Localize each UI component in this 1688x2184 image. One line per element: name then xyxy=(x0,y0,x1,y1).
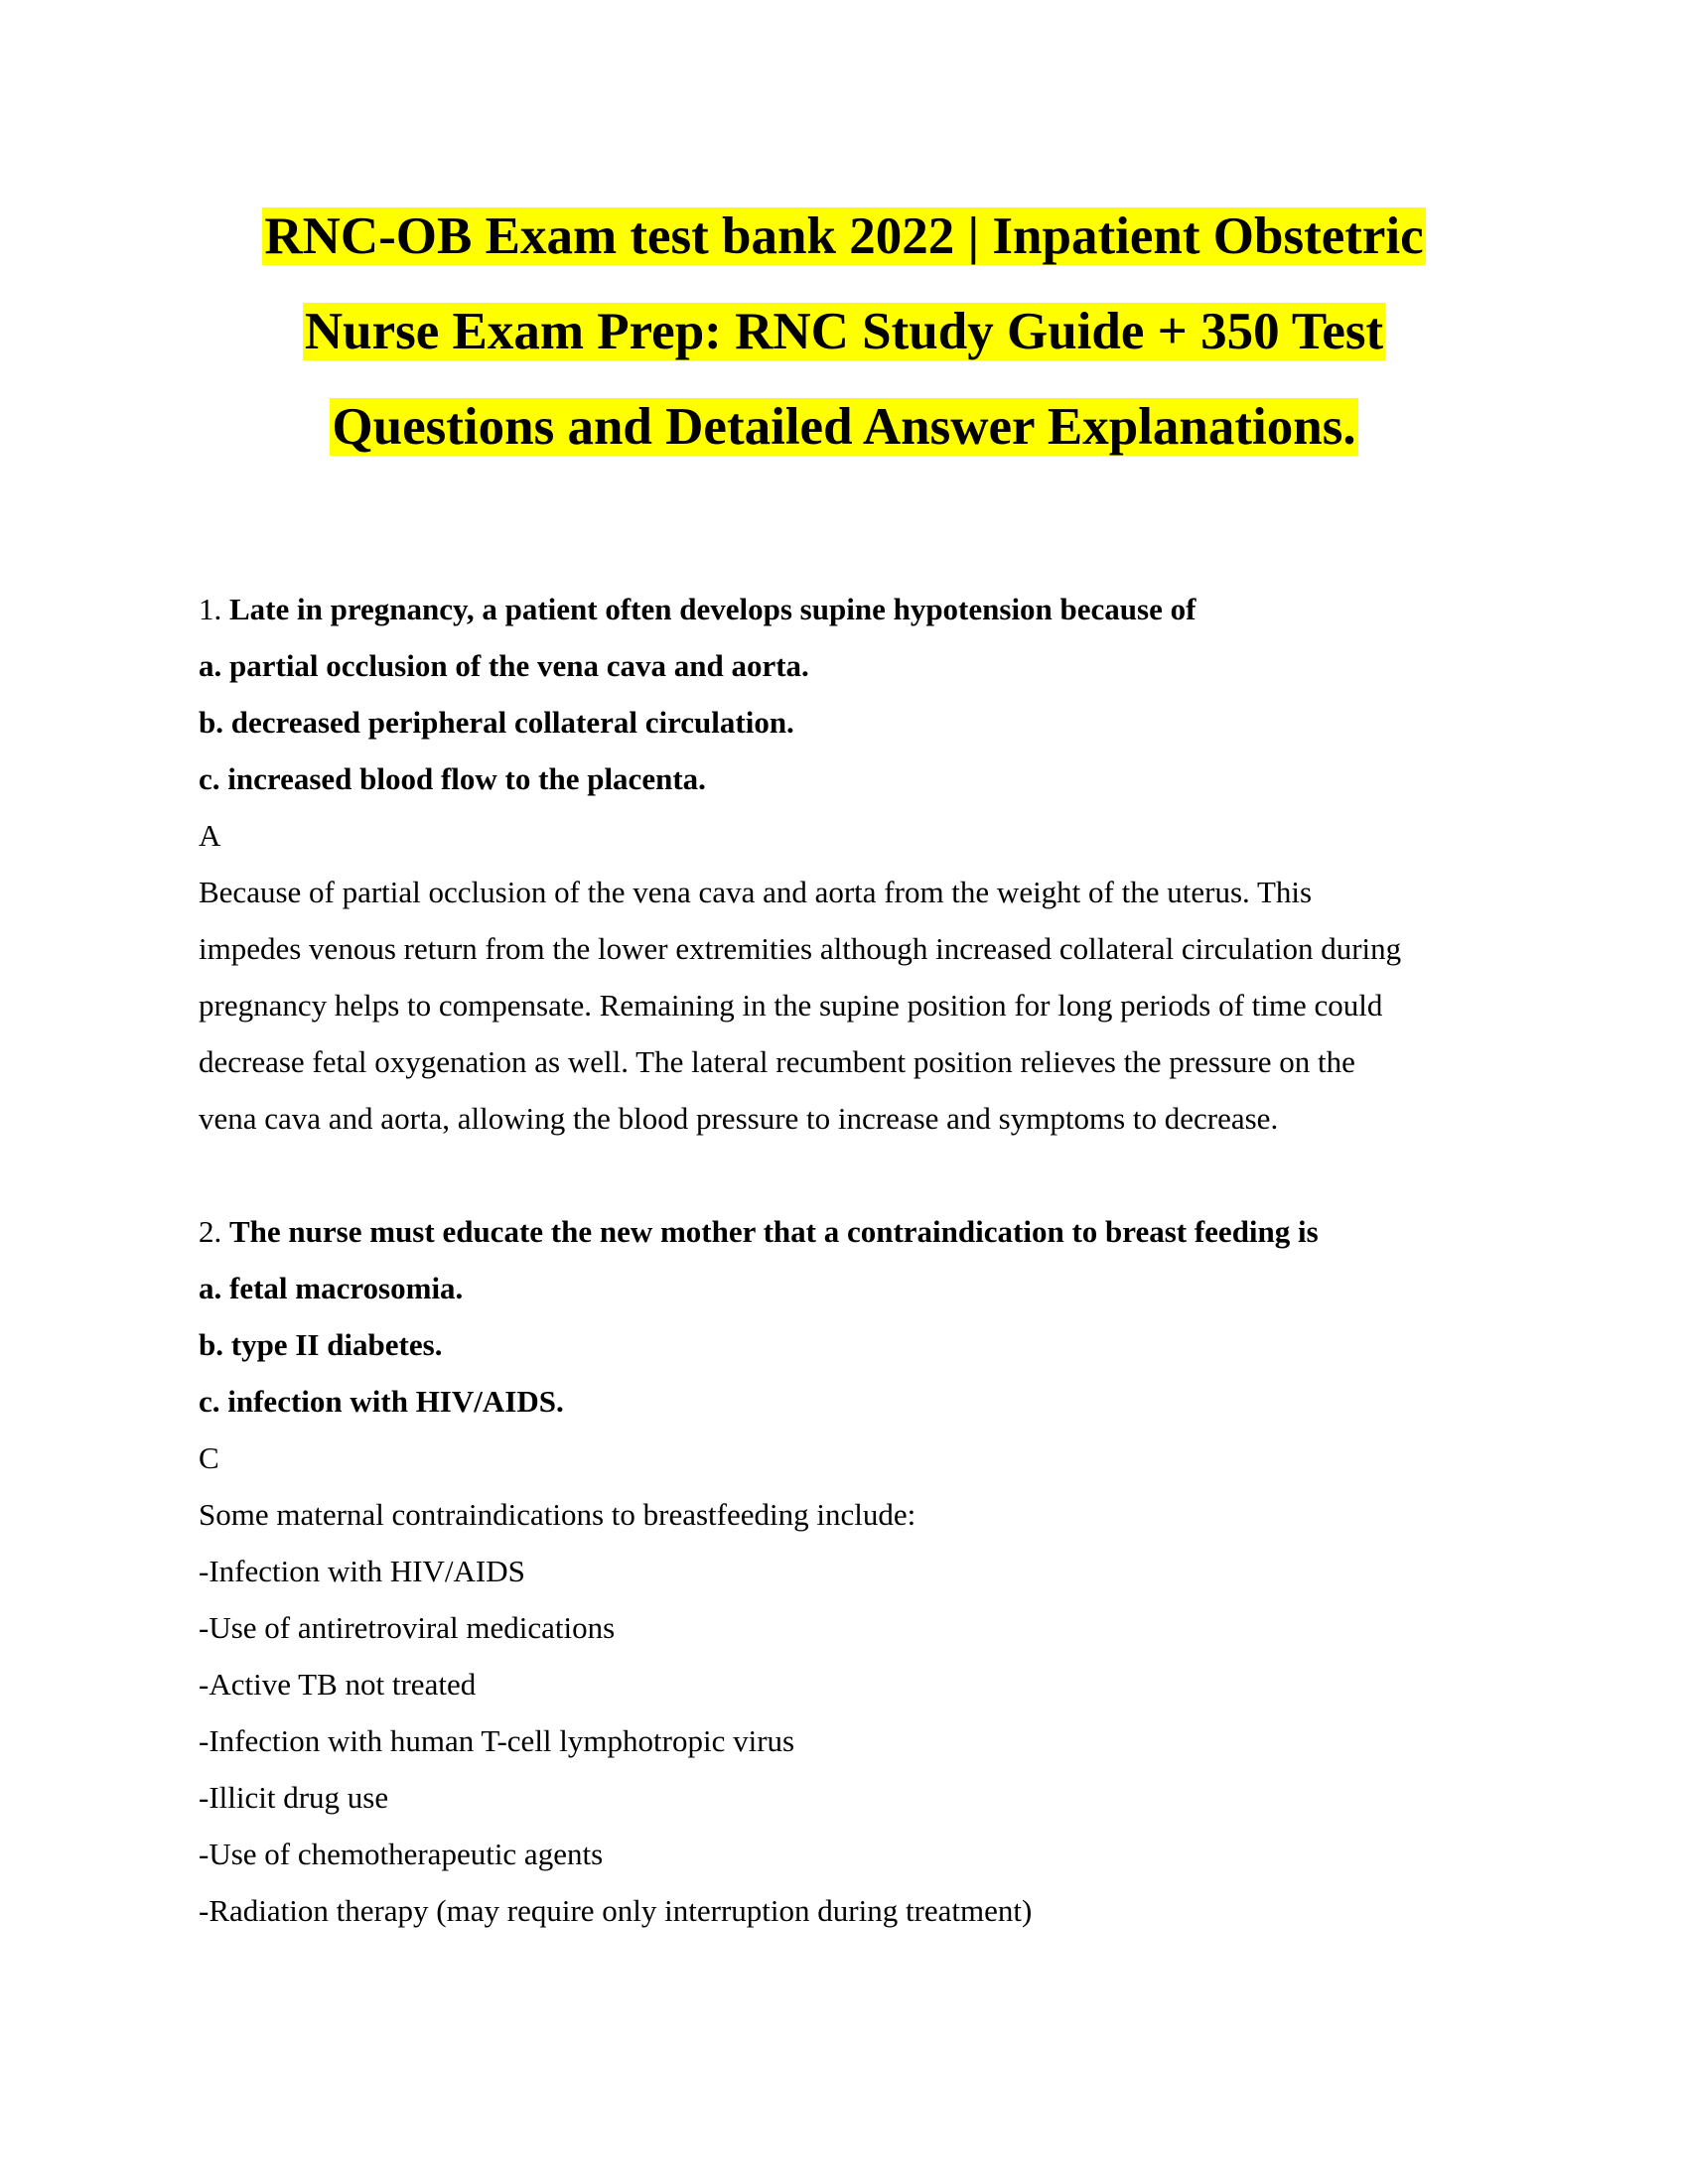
answer-option: c. infection with HIV/AIDS. xyxy=(199,1384,564,1419)
explanation-line: -Infection with human T-cell lymphotropic virus xyxy=(199,1723,795,1758)
title-line xyxy=(149,189,1539,284)
spacer xyxy=(199,1147,1509,1203)
explanation-line: -Illicit drug use xyxy=(199,1780,389,1815)
explanation-line: -Active TB not treated xyxy=(199,1667,477,1702)
answer-option: a. fetal macrosomia. xyxy=(199,1271,464,1305)
question-text: Late in pregnancy, a patient often develops supine hypotension because of xyxy=(229,592,1196,626)
question-2 xyxy=(199,1203,1509,1939)
title-line xyxy=(149,379,1539,475)
explanation-line: Some maternal contraindications to breastfeeding include: xyxy=(199,1497,916,1532)
correct-answer: C xyxy=(199,1440,219,1475)
question-number: 2. xyxy=(199,1214,222,1249)
answer-option: b. type II diabetes. xyxy=(199,1327,443,1362)
answer-option: a. partial occlusion of the vena cava and aorta. xyxy=(199,648,809,683)
explanation-line: -Infection with HIV/AIDS xyxy=(199,1554,525,1588)
title-line xyxy=(149,284,1539,379)
questions-list xyxy=(199,581,1509,1939)
correct-answer: A xyxy=(199,818,221,853)
question-text: The nurse must educate the new mother that a contraindication to breast feeding is xyxy=(229,1214,1319,1249)
title-text: RNC-OB Exam test bank 2022 | Inpatient Obstetric xyxy=(264,207,1424,265)
explanation-line: -Radiation therapy (may require only interruption during treatment) xyxy=(199,1893,1033,1928)
question-1 xyxy=(199,581,1509,1147)
explanation-line: -Use of antiretroviral medications xyxy=(199,1610,616,1645)
explanation-line: -Use of chemotherapeutic agents xyxy=(199,1837,604,1871)
explanation-line: pregnancy helps to compensate. Remaining in the supine position for long periods of time could xyxy=(199,988,1383,1023)
explanation-line: Because of partial occlusion of the vena cava and aorta from the weight of the uterus. This xyxy=(199,875,1313,909)
explanation-line: impedes venous return from the lower extremities although increased collateral circulation during xyxy=(199,931,1402,966)
explanation-line: vena cava and aorta, allowing the blood pressure to increase and symptoms to decrease. xyxy=(199,1101,1279,1136)
question-stem xyxy=(199,581,1509,637)
title-text: Nurse Exam Prep: RNC Study Guide + 350 Test xyxy=(304,303,1384,360)
question-stem xyxy=(199,1203,1509,1260)
answer-option: c. increased blood flow to the placenta. xyxy=(199,761,706,796)
explanation-line: decrease fetal oxygenation as well. The lateral recumbent position relieves the pressure on the xyxy=(199,1044,1355,1079)
question-number: 1. xyxy=(199,592,222,626)
title-text: Questions and Detailed Answer Explanations. xyxy=(332,398,1356,456)
answer-option: b. decreased peripheral collateral circulation. xyxy=(199,705,794,740)
document-title xyxy=(149,189,1539,475)
